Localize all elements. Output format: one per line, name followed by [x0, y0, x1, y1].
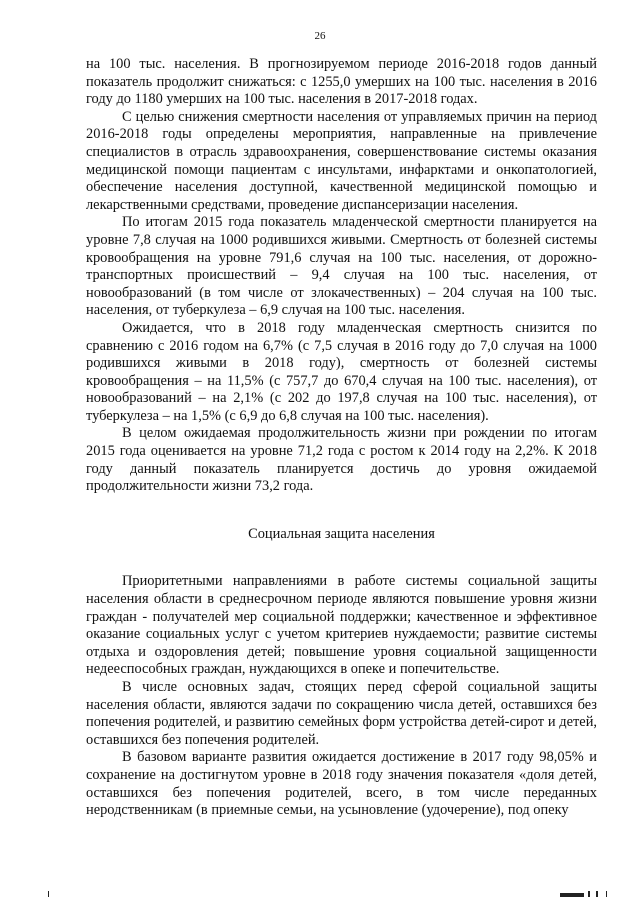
paragraph-social-tasks: В числе основных задач, стоящих перед сферой социальной защиты населения области, являются задачи по сокращению числа детей, оставшихся без попечения родителей, и развитию семейных форм устройства детей-сирот и детей, оставшихся без попечения родителей. — [86, 679, 597, 748]
scan-mark — [48, 891, 49, 897]
paragraph-life-expectancy: В целом ожидаемая продолжительность жизни при рождении по итогам 2015 года оценивается на уровне 71,2 года с ростом к 2014 году на 2,2%. К 2018 году данный показатель планируется достичь до уровня ожидаемой продолжительности жизни 73,2 года. — [86, 425, 597, 495]
paragraph-social-priorities: Приоритетными направлениями в работе системы социальной защиты населения области в среднесрочном периоде являются повышение уровня жизни граждан - получателей мер социальной поддержки; качественное и эффективное оказание социальных услуг с учетом критериев нуждаемости; развитие системы отдыха и оздоровления детей; повышение уровня социальной защищенности недееспособных граждан, нуждающихся в опеке и попечительстве. — [86, 573, 597, 678]
page-number: 26 — [314, 30, 326, 42]
scan-mark — [596, 891, 598, 897]
scan-mark — [588, 891, 590, 897]
scan-mark — [560, 893, 584, 897]
scan-marks — [0, 887, 640, 897]
paragraph-mortality-measures: С целью снижения смертности населения от управляемых причин на период 2016-2018 годы определены мероприятия, направленные на привлечение специалистов в отрасль здравоохранения, совершенствование системы оказания медицинской помощи пациентам с инсультами, инфарктами и онкопатологией, обеспечение населения доступной, качественной медицинской помощью и лекарственными средствами, проведение диспансеризации населения. — [86, 108, 597, 213]
scan-mark — [606, 891, 607, 897]
paragraph-mortality-forecast: на 100 тыс. населения. В прогнозируемом периоде 2016-2018 годов данный показатель продолжит снижаться: с 1255,0 умерших на 100 тыс. населения в 2016 году до 1180 умерших на 100 тыс. населения в 2017-2018 годах. — [86, 56, 597, 108]
paragraph-2015-results: По итогам 2015 года показатель младенческой смертности планируется на уровне 7,8 случая на 1000 родившихся живыми. Смертность от болезней системы кровообращения на уровне 791,6 случая на 100 тыс. населения, от дорожно-транспортных происшествий – 9,4 случая на 100 тыс. населения, от новообразований (в том числе от злокачественных) – 204 случая на 100 тыс. населения, от туберкулеза – 6,9 случая на 100 тыс. населения. — [86, 214, 597, 319]
section-title: Социальная защита населения — [248, 525, 435, 542]
paragraph-base-scenario: В базовом варианте развития ожидается достижение в 2017 году 98,05% и сохранение на достигнутом уровне в 2018 году значения показателя «доля детей, оставшихся без попечения родителей, всего, в том числе переданных неродственникам (в приемные семьи, на усыновление (удочерение), под опеку — [86, 749, 597, 819]
paragraph-2018-expectations: Ожидается, что в 2018 году младенческая смертность снизится по сравнению с 2016 годом на 6,7% (с 7,5 случая в 2016 году до 7,0 случая на 1000 родившихся живыми в 2018 году), смертность от болезней системы кровообращения – на 11,5% (с 757,7 до 670,4 случая на 100 тыс. населения), от новообразований – на 2,1% (с 202 до 197,8 случая на 100 тыс. населения), от туберкулеза – на 1,5% (с 6,9 до 6,8 случая на 100 тыс. населения). — [86, 319, 597, 424]
document-body — [86, 56, 597, 820]
